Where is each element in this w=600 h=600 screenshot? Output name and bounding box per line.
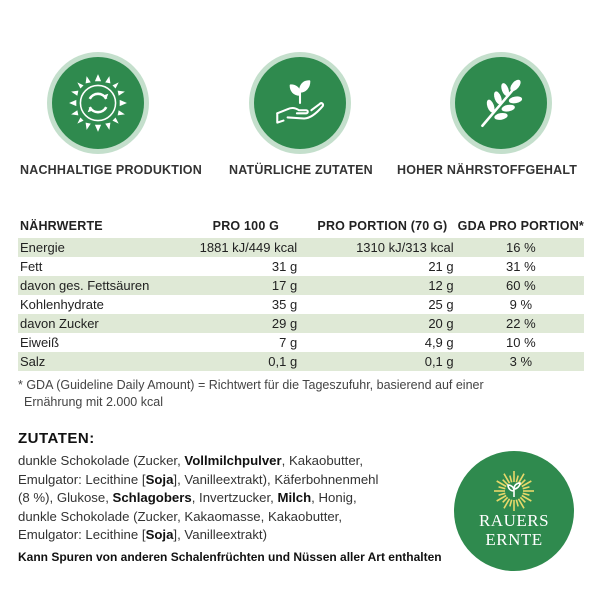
table-cell: davon Zucker [18,314,175,333]
table-cell: 25 g [428,297,454,312]
ingredient-text: Emulgator: Lecithine [ [18,471,146,487]
table-cell: 31 % [506,259,536,274]
table-row [18,257,584,276]
table-cell: Fett [20,259,43,274]
table-cell: Kohlenhydrate [20,297,104,312]
table-row [18,352,584,371]
feature-label-sustainability: NACHHALTIGE PRODUKTION [20,163,202,177]
sun-ray [516,476,518,483]
table-cell: 1310 kJ/313 kcal [301,238,457,257]
table-row [18,238,584,257]
table-cell: 35 g [271,297,298,312]
sun-ray [520,497,525,502]
table-cell: 4,9 g [424,335,454,350]
table-cell: 17 g [175,276,302,295]
column-header: PRO 100 G [212,219,280,233]
table-cell: 16 % [458,238,584,257]
allergen-ingredient: Soja [145,527,174,543]
ingredient-line [18,508,448,527]
logo-text-line1: RAUERS [478,511,550,530]
sun-ray [510,476,512,483]
sprout-icon [508,483,520,497]
ingredient-text: ], Vanilleextrakt), Käferbohnenmehl [173,471,379,487]
allergen-note: Kann Spuren von anderen Schalenfrüchten und Nüssen aller Art enthalten [18,550,442,564]
table-cell: 31 g [271,259,298,274]
rauers-ernte-logo [454,451,574,571]
table-row [18,333,584,352]
table-row [18,314,584,333]
footnote-line: * GDA (Guideline Daily Amount) = Richtwert für die Tageszufuhr, basierend auf einer [18,378,484,392]
gda-footnote [18,377,578,411]
sun-ray [516,500,518,507]
sun-ray [499,493,506,495]
table-cell: 20 g [301,314,457,333]
table-cell: Eiweiß [20,335,60,350]
ingredients-list [18,452,448,545]
table-cell: 10 % [506,335,536,350]
ingredient-text: ], Vanilleextrakt) [173,527,267,543]
feature-label-nutrients: HOHER NÄHRSTOFFGEHALT [397,163,578,177]
sun-ray [503,480,508,485]
allergen-ingredient: Vollmilchpulver [184,453,282,468]
recycle-sun-icon [67,72,129,134]
ingredient-text: , Invertzucker, [191,490,278,506]
table-cell: 29 g [175,314,302,333]
table-cell: 21 g [428,259,454,274]
feature-label-natural: NATÜRLICHE ZUTATEN [229,163,373,177]
table-row [18,295,584,314]
column-header: GDA PRO PORTION* [457,219,584,233]
column-header: PRO PORTION (70 G) [317,219,448,233]
ingredient-text: (8 %), Glukose, [18,490,113,506]
allergen-ingredient: Schlagobers [112,490,192,506]
sun-ray [523,493,530,495]
sun-ray [523,487,530,489]
natural-ingredients-badge [254,57,346,149]
wheat-icon [470,72,532,134]
table-cell: 1881 kJ/449 kcal [175,238,302,257]
sun-ray [510,500,512,507]
table-cell: 0,1 g [301,352,457,371]
table-cell: 60 % [458,276,584,295]
sustainability-badge [52,57,144,149]
ingredient-text: Emulgator: Lecithine [ [18,527,146,543]
logo-text-line2: ERNTE [485,530,543,549]
column-header: NÄHRWERTE [20,219,103,233]
ingredient-line [18,452,448,471]
allergen-ingredient: Milch [277,490,312,506]
table-header-row [18,217,584,238]
table-cell: Energie [18,238,175,257]
allergen-ingredient: Soja [145,471,174,487]
table-cell: davon ges. Fettsäuren [18,276,175,295]
footnote-line: Ernährung mit 2.000 kcal [24,395,163,409]
nutrient-badge [455,57,547,149]
ingredient-text: dunkle Schokolade (Zucker, Kakaomasse, Kakaobutter, [18,508,343,524]
table-cell: 12 g [301,276,457,295]
ingredient-text: dunkle Schokolade (Zucker, [18,453,185,468]
table-cell: 22 % [458,314,584,333]
table-cell: 9 % [509,297,533,312]
ingredient-line [18,471,448,490]
sun-ray [520,480,525,485]
ingredients-title: ZUTATEN: [18,430,95,447]
nutrition-table [18,217,584,371]
table-cell: 7 g [279,335,298,350]
table-row [18,276,584,295]
sun-ray [503,497,508,502]
hand-seedling-icon [269,72,331,134]
ingredient-line [18,489,448,508]
table-cell: 0,1 g [175,352,302,371]
ingredient-line [18,526,448,545]
table-cell: Salz [18,352,175,371]
ingredient-text: , Honig, [311,490,357,506]
table-cell: 3 % [458,352,584,371]
sun-ray [499,487,506,489]
ingredient-text: , Kakaobutter, [281,453,364,468]
